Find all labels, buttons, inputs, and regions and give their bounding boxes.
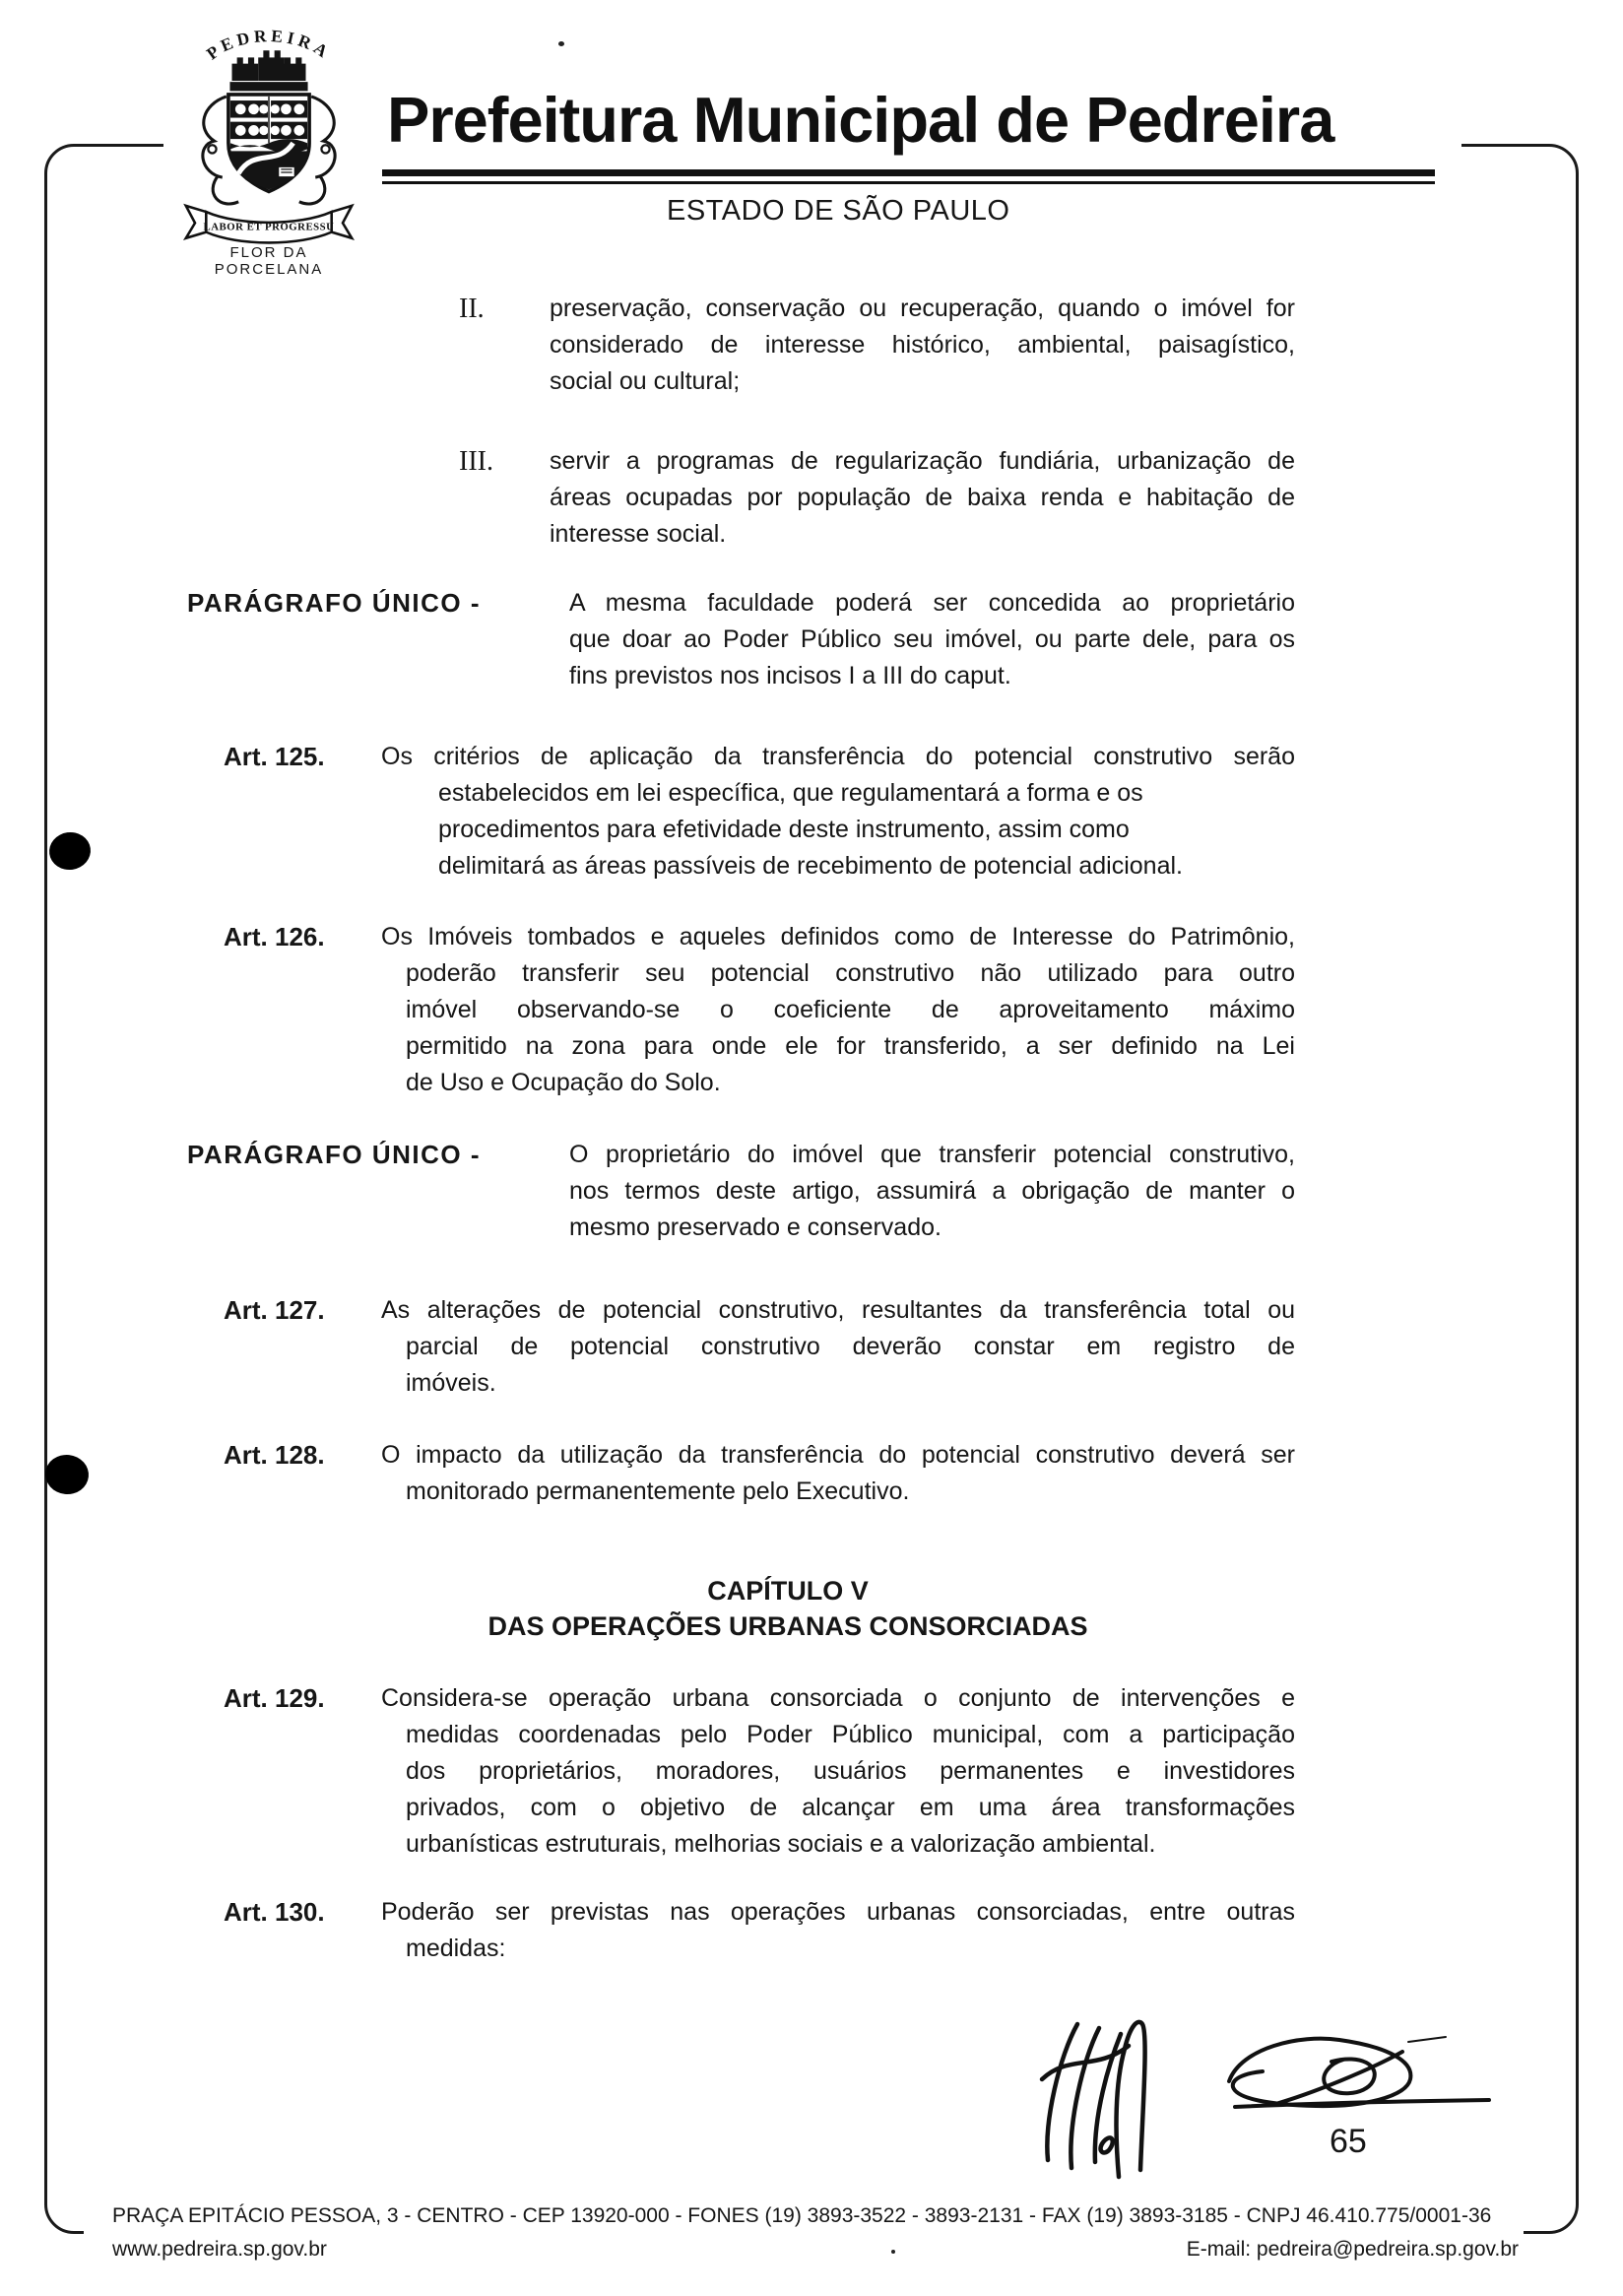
text-line: O proprietário do imóvel que transferir potencial construtivo, xyxy=(569,1141,1295,1168)
text-line: procedimentos para efetividade deste instrumento, assim como xyxy=(438,816,1130,843)
article-label: Art. 127. xyxy=(224,1295,325,1325)
text-line: estabelecidos em lei específica, que regulamentará a forma e os xyxy=(438,779,1143,807)
text-line: imóvel observando-se o coeficiente de aproveitamento máximo xyxy=(406,996,1295,1023)
crest-caption xyxy=(167,244,370,278)
text-line: poderão transferir seu potencial construtivo não utilizado para outro xyxy=(406,959,1295,987)
footer-website: www.pedreira.sp.gov.br xyxy=(112,2238,327,2261)
paragrafo-unico-1 xyxy=(0,585,1623,694)
text-line: parcial de potencial construtivo deverão constar em registro de xyxy=(406,1333,1295,1360)
text-line: preservação, conservação ou recuperação, quando o imóvel for xyxy=(550,295,1295,322)
article-label: Art. 128. xyxy=(224,1440,325,1470)
text-line: O impacto da utilização da transferência do potencial construtivo deverá ser xyxy=(381,1441,1295,1469)
text-line: medidas coordenadas pelo Poder Público municipal, com a participação xyxy=(406,1721,1295,1748)
paragraph-label: PARÁGRAFO ÚNICO - xyxy=(187,588,482,618)
text-line: urbanísticas estruturais, melhorias sociais e a valorização ambiental. xyxy=(406,1830,1156,1858)
text-line: permitido na zona para onde ele for transferido, a ser definido na Lei xyxy=(406,1032,1295,1060)
crest-motto: LABOR ET PROGRESSU xyxy=(203,221,335,233)
text-line: monitorado permanentemente pelo Executivo. xyxy=(406,1477,910,1505)
title-underline-thin xyxy=(382,181,1435,184)
text-line: imóveis. xyxy=(406,1369,496,1397)
header-subtitle: ESTADO DE SÃO PAULO xyxy=(667,195,1010,227)
text-line: Considera-se operação urbana consorciada o conjunto de intervenções e xyxy=(381,1684,1295,1712)
scan-speck xyxy=(891,2250,895,2254)
text-line: servir a programas de regularização fundiária, urbanização de xyxy=(550,447,1295,475)
article-125 xyxy=(0,739,1623,885)
text-line: fins previstos nos incisos I a III do caput. xyxy=(569,662,1011,689)
clause-number: II. xyxy=(459,294,485,324)
signature-scribble-left xyxy=(1042,2022,1145,2177)
crest-city-arc: PEDREIRA xyxy=(202,25,336,64)
text-line: social ou cultural; xyxy=(550,367,741,395)
text-line: dos proprietários, moradores, usuários permanentes e investidores xyxy=(406,1757,1295,1785)
article-127 xyxy=(0,1292,1623,1402)
title-underline-thick xyxy=(382,169,1435,176)
text-line: que doar ao Poder Público seu imóvel, ou parte dele, para os xyxy=(569,625,1295,653)
paragraph-label: PARÁGRAFO ÚNICO - xyxy=(187,1140,482,1169)
clause-number: III. xyxy=(459,446,493,477)
article-label: Art. 126. xyxy=(224,922,325,951)
chapter-subtitle: DAS OPERAÇÕES URBANAS CONSORCIADAS xyxy=(487,1611,1088,1641)
page-title: Prefeitura Municipal de Pedreira xyxy=(387,84,1334,156)
text-line: Os Imóveis tombados e aqueles definidos como de Interesse do Patrimônio, xyxy=(381,923,1295,951)
text-line: privados, com o objetivo de alcançar em uma área transformações xyxy=(406,1794,1295,1821)
clause-ii xyxy=(0,291,1623,400)
signatures xyxy=(985,1995,1497,2192)
text-line: mesmo preservado e conservado. xyxy=(569,1214,941,1241)
shield-icon xyxy=(228,95,309,192)
scan-speck xyxy=(558,41,564,46)
article-label: Art. 130. xyxy=(224,1897,325,1927)
crest-caption-line1: FLOR DA xyxy=(229,244,308,261)
chapter-title: CAPÍTULO V xyxy=(707,1576,869,1606)
page-number: 65 xyxy=(1330,2123,1367,2160)
article-126 xyxy=(0,919,1623,1101)
article-129 xyxy=(0,1680,1623,1863)
article-130 xyxy=(0,1894,1623,1967)
article-label: Art. 129. xyxy=(224,1683,325,1713)
paragrafo-unico-2 xyxy=(0,1137,1623,1246)
chapter-heading xyxy=(236,1573,1339,1644)
crown-icon xyxy=(230,51,307,91)
motto-ribbon xyxy=(186,206,352,242)
text-line: Os critérios de aplicação da transferência do potencial construtivo serão xyxy=(381,743,1295,770)
footer-address: PRAÇA EPITÁCIO PESSOA, 3 - CENTRO - CEP 13920-000 - FONES (19) 3893-3522 - 3893-2131 - FAX (19) 3893-3185 - CNPJ 46.410.775/0001-36 xyxy=(112,2204,1492,2227)
footer-email: E-mail: pedreira@pedreira.sp.gov.br xyxy=(1186,2238,1519,2261)
text-line: A mesma faculdade poderá ser concedida ao proprietário xyxy=(569,589,1295,617)
article-label: Art. 125. xyxy=(224,742,325,771)
text-line: nos termos deste artigo, assumirá a obrigação de manter o xyxy=(569,1177,1295,1205)
clause-iii xyxy=(0,443,1623,553)
text-line: de Uso e Ocupação do Solo. xyxy=(406,1069,721,1096)
signature-scribble-right xyxy=(1229,2037,1489,2107)
text-line: Poderão ser previstas nas operações urbanas consorciadas, entre outras xyxy=(381,1898,1295,1926)
coat-of-arms xyxy=(167,24,370,246)
text-line: delimitará as áreas passíveis de recebimento de potencial adicional. xyxy=(438,852,1183,880)
text-line: interesse social. xyxy=(550,520,727,548)
text-line: medidas: xyxy=(406,1935,506,1962)
text-line: considerado de interesse histórico, ambiental, paisagístico, xyxy=(550,331,1295,359)
crest-caption-line2: PORCELANA xyxy=(214,261,324,278)
article-128 xyxy=(0,1437,1623,1510)
text-line: áreas ocupadas por população de baixa renda e habitação de xyxy=(550,484,1295,511)
text-line: As alterações de potencial construtivo, resultantes da transferência total ou xyxy=(381,1296,1295,1324)
